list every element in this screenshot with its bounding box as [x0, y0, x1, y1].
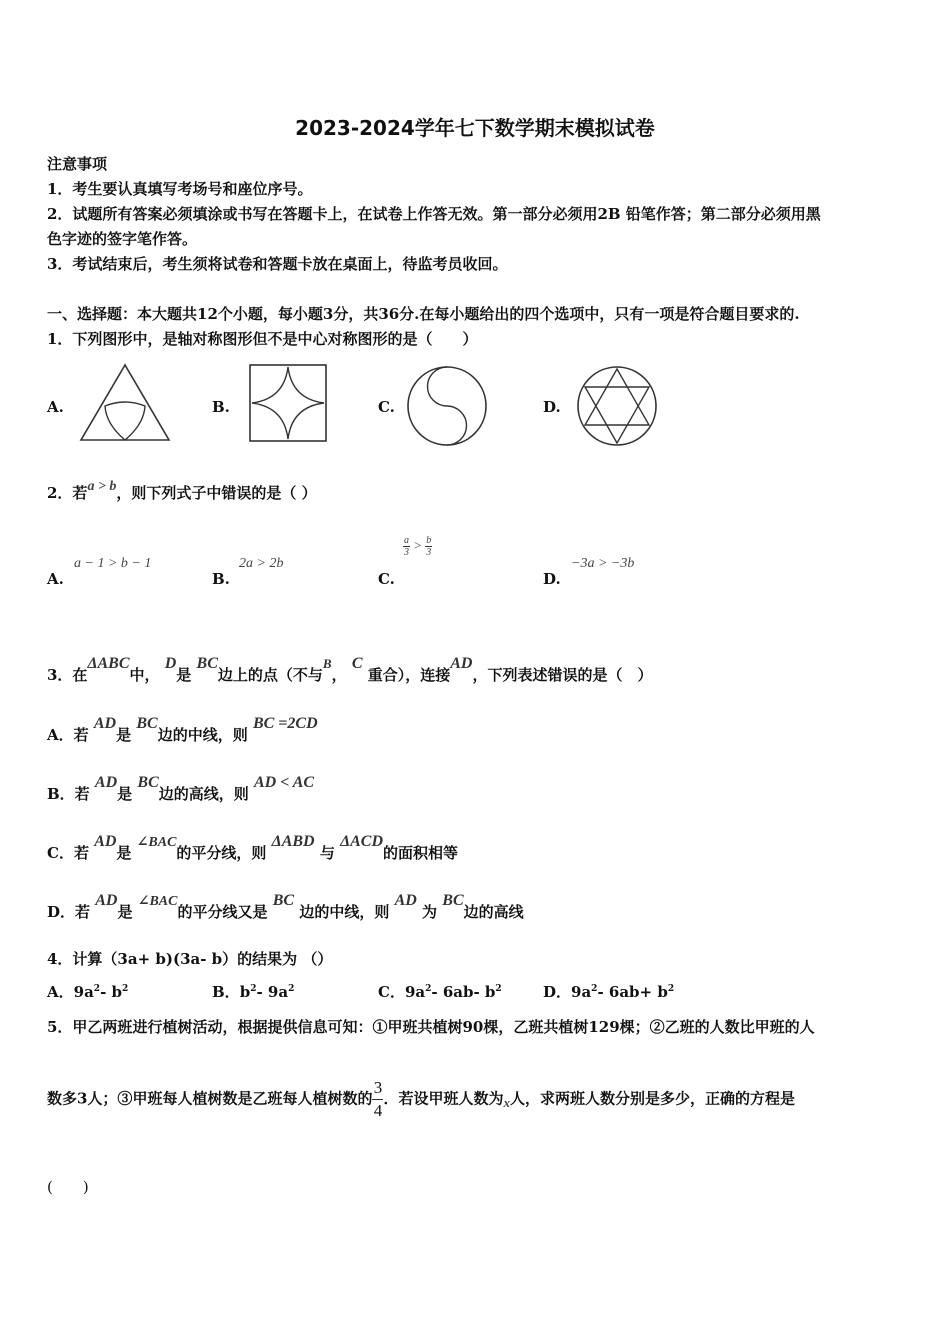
- q3-stem: 3．在ΔABC中， D是 BC边上的点（不与B， C 重合），连接AD，下列表述错误的是（ ）: [47, 655, 653, 684]
- q4-option-c: C．$9a^2-$ 6ab- $b^2$: [378, 983, 502, 1001]
- q1-figure-yin-yang: [405, 364, 489, 448]
- q4-option-a: A．$9a^2-$ $b^2$: [47, 983, 129, 1001]
- q1-label-a: A.: [47, 398, 64, 416]
- q4-option-d: D．$9a^2-$ $6ab+ b^2$: [543, 983, 675, 1001]
- q2-option-b: 2a > 2b: [239, 556, 284, 571]
- q1-figure-square-star: [248, 363, 328, 443]
- q5-line-1: 5．甲乙两班进行植树活动，根据提供信息可知：①甲班共植树90棵，乙班共植树129棵；②乙班的人数比甲班的人: [47, 1018, 815, 1036]
- notice-item-1: 1．考生要认真填写考场号和座位序号。: [47, 180, 313, 198]
- q1-figure-hexagram: [576, 365, 658, 447]
- q1-label-c: C.: [378, 398, 395, 416]
- q5-answer-blank: ( ): [47, 1178, 89, 1196]
- q2-option-a: a − 1 > b − 1: [74, 556, 152, 571]
- q2-label-c: C.: [378, 570, 395, 588]
- q1-stem: 1．下列图形中，是轴对称图形但不是中心对称图形的是（ ）: [47, 330, 478, 348]
- q2-stem-post: ，则下列式子中错误的是（ ）: [116, 484, 317, 502]
- notice-heading: 注意事项: [47, 155, 108, 173]
- q2-label-d: D.: [543, 570, 561, 588]
- q3-option-c: C．若 AD是 ∠BAC的平分线，则 ΔABD 与 ΔACD的面积相等: [47, 833, 459, 862]
- q4-stem: 4．计算（3a+ b)(3a- b）的结果为 （）: [47, 950, 333, 968]
- q5-line-2: 数多3人；③甲班每人植树数是乙班每人植树数的$\frac{3}{4}$．若设甲班人数为x人，求两班人数分别是多少，正确的方程是: [47, 1078, 795, 1120]
- q3-option-b: B．若 AD是 BC边的高线，则 AD < AC: [47, 774, 315, 803]
- notice-item-2-cont: 色字迹的签字笔作答。: [47, 230, 198, 248]
- q2-label-a: A.: [47, 570, 64, 588]
- q2-option-d: −3a > −3b: [571, 556, 635, 571]
- q3-option-d: D．若 AD是 ∠BAC的平分线又是 BC 边的中线，则 AD 为 BC边的高线: [47, 892, 524, 921]
- q4-option-b: B．$b^2-$ $9a^2$: [212, 983, 295, 1001]
- q2-stem-pre: 2．若: [47, 484, 88, 502]
- q2-stem-math: a > b: [87, 479, 117, 494]
- q3-option-a: A．若 AD是 BC边的中线，则 BC =2CD: [47, 715, 318, 744]
- section-heading: 一、选择题：本大题共12个小题，每小题3分，共36分.在每小题给出的四个选项中，只有一项是符合题目要求的.: [47, 305, 800, 323]
- q2-label-b: B.: [212, 570, 230, 588]
- notice-item-3: 3．考试结束后，考生须将试卷和答题卡放在桌面上，待监考员收回。: [47, 255, 508, 273]
- page-title: 2023-2024学年七下数学期末模拟试卷: [295, 116, 655, 140]
- notice-item-2: 2．试题所有答案必须填涂或书写在答题卡上，在试卷上作答无效。第一部分必须用2B 铅笔作答；第二部分必须用黑: [47, 205, 821, 223]
- q1-label-d: D.: [543, 398, 561, 416]
- q2-option-c: $\frac{a}{3} > \frac{b}{3}$: [404, 535, 432, 558]
- q1-label-b: B.: [212, 398, 230, 416]
- q1-figure-triangle: [78, 362, 172, 444]
